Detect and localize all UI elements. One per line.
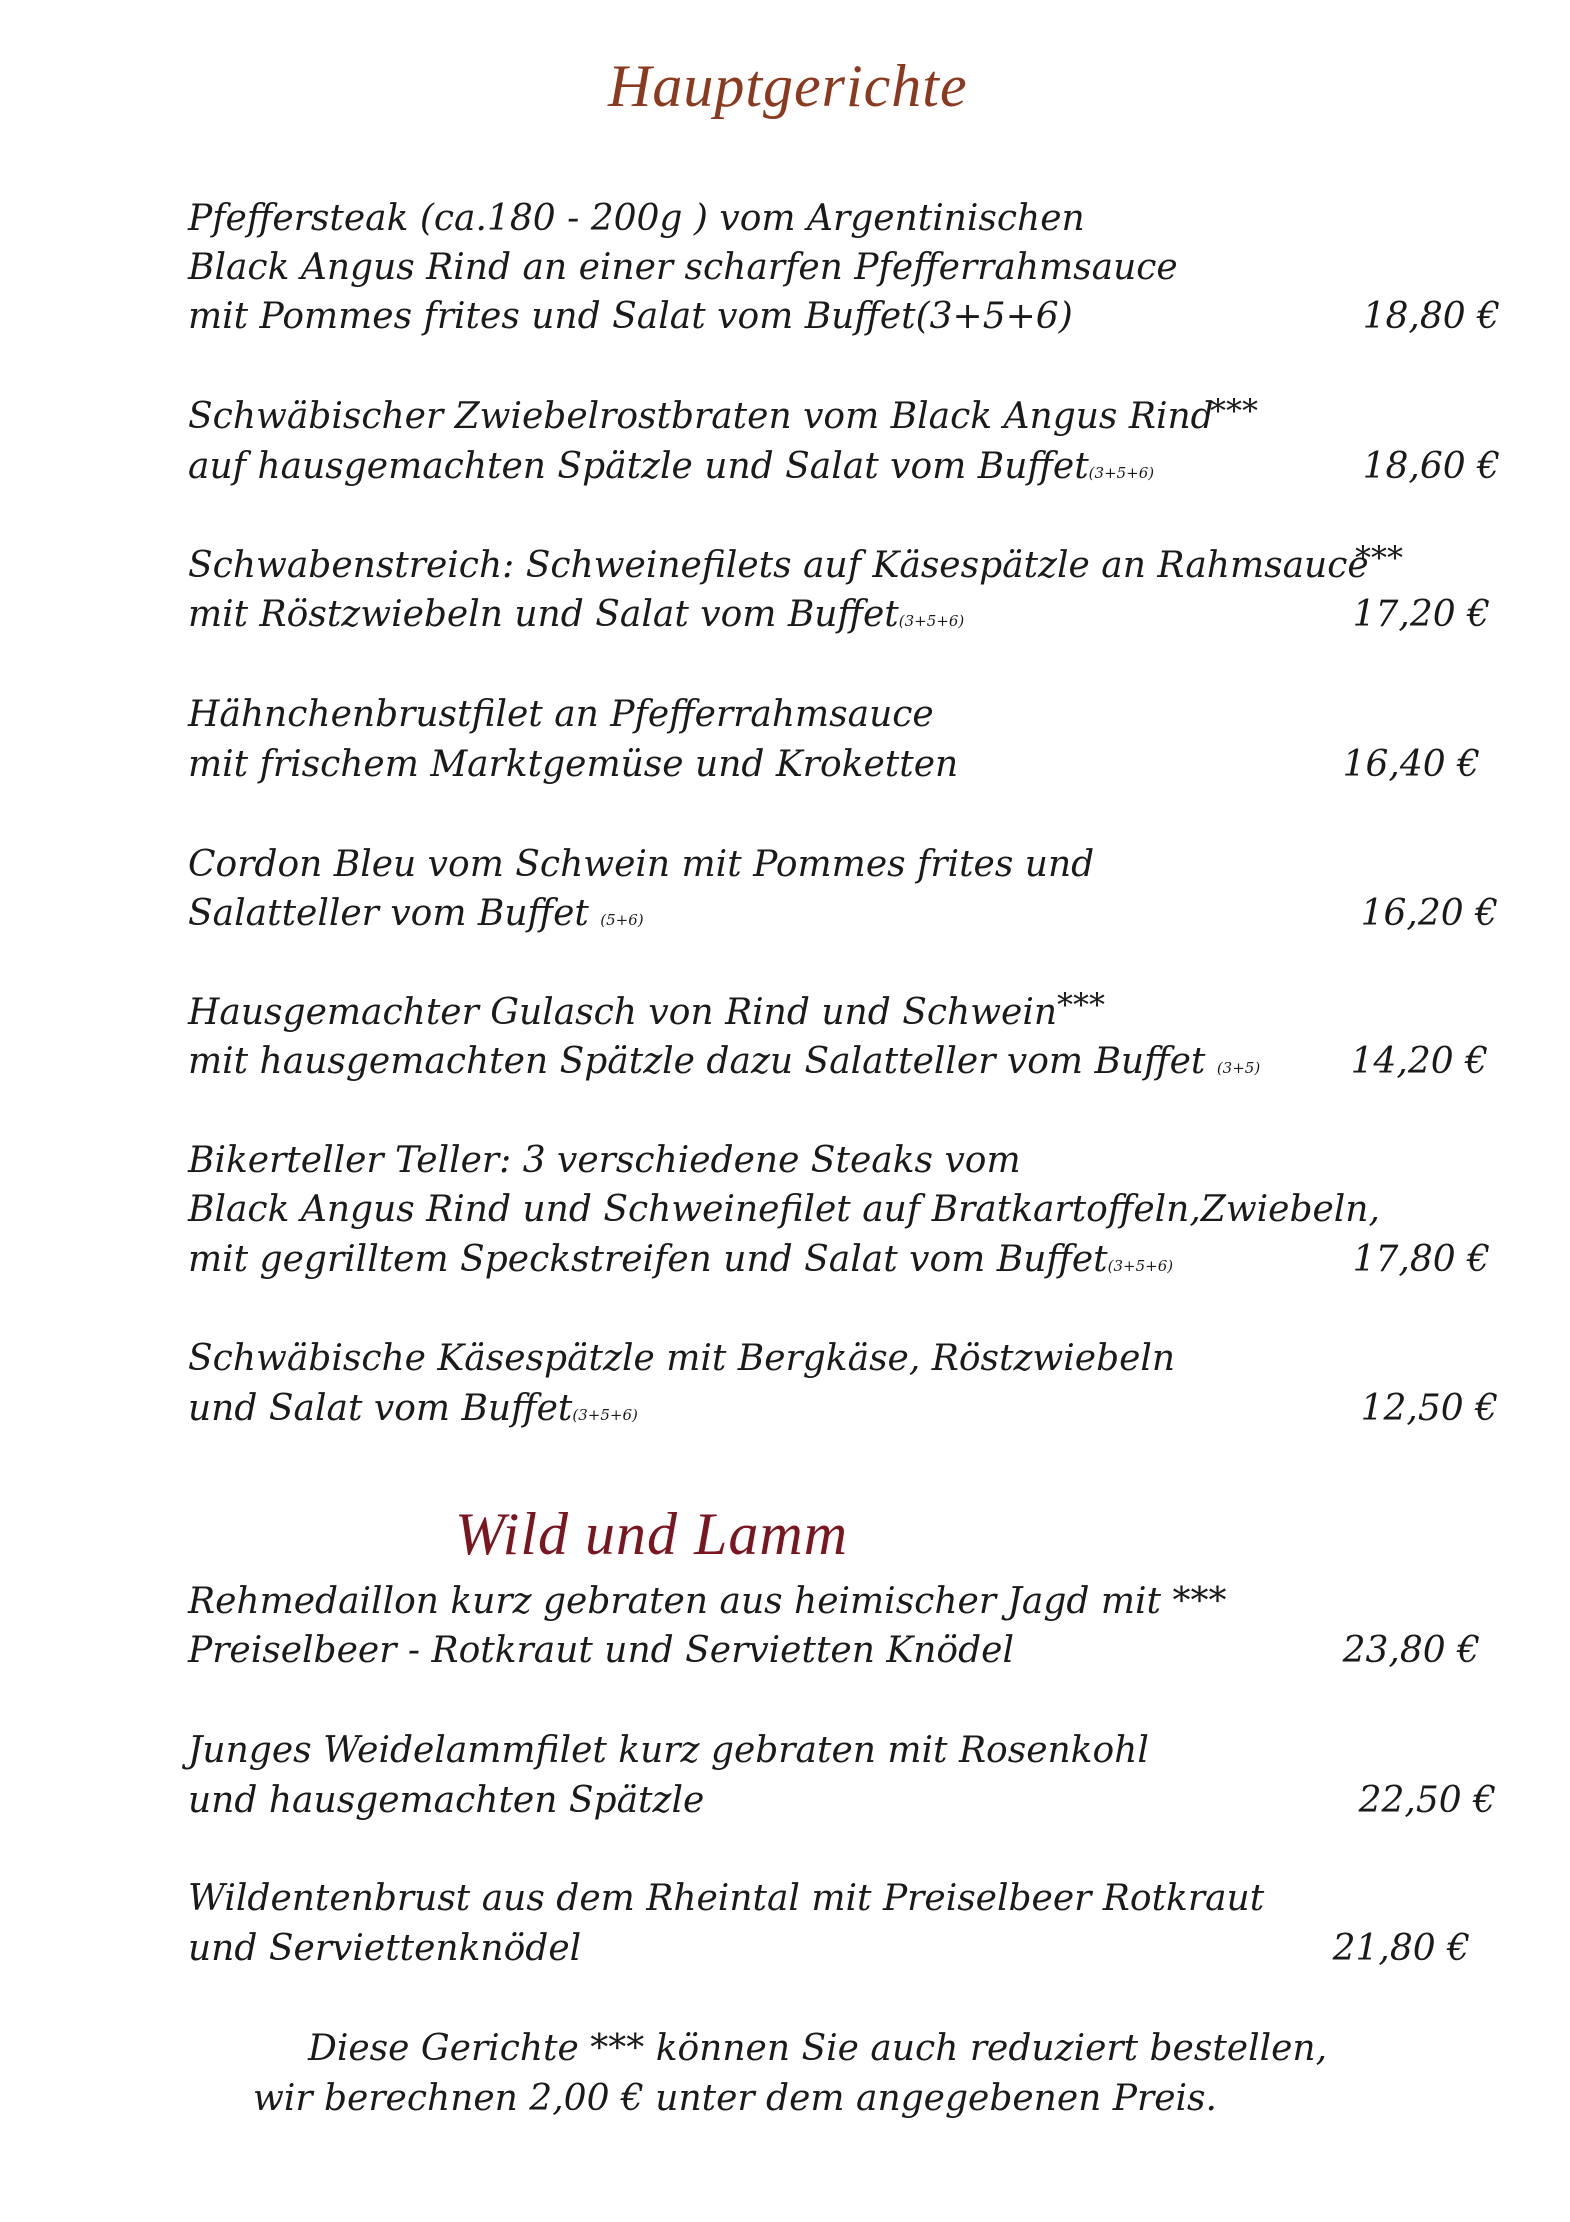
item-price: 14,20 € bbox=[1350, 1041, 1488, 1082]
item-description-line: Rehmedaillon kurz gebraten aus heimischer Jagd mit *** bbox=[188, 1581, 1227, 1622]
item-description-line: mit hausgemachten Spätzle dazu Salatteller vom Buffet (3+5) bbox=[188, 1041, 1261, 1082]
item-price: 18,80 € bbox=[1362, 296, 1500, 337]
item-price: 18,60 € bbox=[1362, 446, 1500, 487]
item-description-line: auf hausgemachten Spätzle und Salat vom Buffet(3+5+6) bbox=[188, 446, 1155, 487]
item-price: 16,20 € bbox=[1360, 893, 1498, 934]
reduced-portion-stars: *** bbox=[1210, 392, 1258, 430]
item-price: 22,50 € bbox=[1358, 1780, 1496, 1821]
item-description-line: Hähnchenbrustfilet an Pfefferrahmsauce bbox=[188, 694, 934, 735]
allergen-codes: (5+6) bbox=[600, 911, 644, 929]
allergen-codes: (3+5+6) bbox=[1107, 1257, 1174, 1275]
item-description-line: und Serviettenknödel bbox=[188, 1928, 582, 1969]
item-price: 17,20 € bbox=[1352, 594, 1490, 635]
item-description-line: Junges Weidelammfilet kurz gebraten mit Rosenkohl bbox=[188, 1730, 1149, 1771]
reduced-portion-stars: *** bbox=[1057, 986, 1105, 1024]
item-price: 17,80 € bbox=[1352, 1239, 1490, 1280]
item-description-line: Schwabenstreich: Schweinefilets auf Käsespätzle an Rahmsauce bbox=[188, 545, 1369, 586]
allergen-codes: (3+5+6) bbox=[1088, 464, 1155, 482]
item-description-line: mit gegrilltem Speckstreifen und Salat vom Buffet(3+5+6) bbox=[188, 1239, 1174, 1280]
section-title-hauptgerichte: Hauptgerichte bbox=[608, 53, 968, 119]
allergen-codes: (3+5+6) bbox=[898, 612, 965, 630]
allergen-codes: (3+5) bbox=[1216, 1059, 1261, 1077]
item-description-line: Black Angus Rind und Schweinefilet auf Bratkartoffeln,Zwiebeln, bbox=[188, 1189, 1380, 1230]
allergen-codes: (3+5+6) bbox=[572, 1406, 638, 1424]
item-description-line: Hausgemachter Gulasch von Rind und Schwein bbox=[188, 992, 1058, 1033]
item-description-line: Wildentenbrust aus dem Rheintal mit Preiselbeer Rotkraut bbox=[188, 1878, 1265, 1919]
item-description-line: Bikerteller Teller: 3 verschiedene Steaks vom bbox=[188, 1140, 1021, 1181]
item-description-line: Pfeffersteak (ca.180 - 200g ) vom Argentinischen bbox=[188, 198, 1085, 239]
item-description-line: mit Pommes frites und Salat vom Buffet(3+5+6) bbox=[188, 296, 1073, 337]
footer-note-line: wir berechnen 2,00 € unter dem angegebenen Preis. bbox=[253, 2078, 1217, 2119]
item-description-line: und Salat vom Buffet(3+5+6) bbox=[188, 1388, 638, 1429]
item-description-line: Cordon Bleu vom Schwein mit Pommes frites und bbox=[188, 844, 1095, 885]
reduced-portion-stars: *** bbox=[1355, 539, 1403, 577]
item-description-line: Salatteller vom Buffet (5+6) bbox=[188, 893, 644, 934]
item-price: 23,80 € bbox=[1342, 1630, 1480, 1671]
item-description-line: mit Röstzwiebeln und Salat vom Buffet(3+5+6) bbox=[188, 594, 965, 635]
item-description-line: Black Angus Rind an einer scharfen Pfefferrahmsauce bbox=[188, 247, 1178, 288]
item-description-line: Preiselbeer - Rotkraut und Servietten Knödel bbox=[188, 1630, 1014, 1671]
footer-note-line: Diese Gerichte *** können Sie auch reduziert bestellen, bbox=[308, 2028, 1328, 2069]
section-title-wild-und-lamm: Wild und Lamm bbox=[455, 1501, 849, 1567]
item-price: 16,40 € bbox=[1342, 744, 1480, 785]
item-description-line: Schwäbische Käsespätzle mit Bergkäse, Röstzwiebeln bbox=[188, 1338, 1176, 1379]
item-description-line: mit frischem Marktgemüse und Kroketten bbox=[188, 744, 959, 785]
item-description-line: Schwäbischer Zwiebelrostbraten vom Black Angus Rind bbox=[188, 396, 1214, 437]
item-price: 12,50 € bbox=[1360, 1388, 1498, 1429]
item-description-line: und hausgemachten Spätzle bbox=[188, 1780, 705, 1821]
item-price: 21,80 € bbox=[1332, 1928, 1470, 1969]
